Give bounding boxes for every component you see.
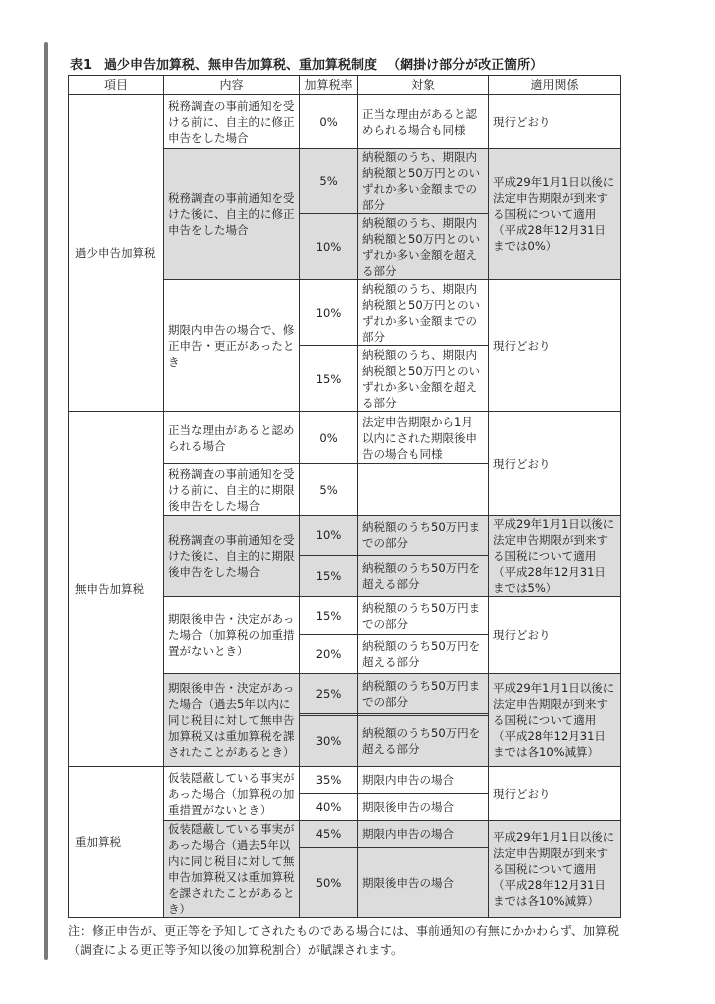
- application-cell: 平成29年1月1日以後に法定申告期限が到来する国税について適用（平成28年12月31日までは各10%減算）: [489, 674, 621, 767]
- item-mushinkoku: 無申告加算税: [69, 412, 164, 767]
- target-cell: 納税額のうち、期限内納税額と50万円とのいずれか多い金額を超える部分: [358, 346, 489, 412]
- rate-cell: 50%: [300, 848, 358, 918]
- target-cell: 納税額のうち50万円を超える部分: [358, 635, 489, 674]
- rate-cell: 40%: [300, 794, 358, 821]
- table-row: [69, 412, 621, 464]
- target-cell: 納税額のうち、期限内納税額と50万円とのいずれか多い金額までの部分: [358, 280, 489, 346]
- item-kasho: 過少申告加算税: [69, 95, 164, 412]
- target-cell: 納税額のうち50万円を超える部分: [358, 716, 489, 767]
- application-cell: 平成29年1月1日以後に法定申告期限が到来する国税について適用（平成28年12月31日までは5%）: [489, 516, 621, 597]
- content-cell: 仮装隠蔽している事実があった場合（過去5年以内に同じ税目に対して無申告加算税又は重加算税を課されたことがあるとき）: [164, 821, 300, 918]
- rate-cell: 25%: [300, 674, 358, 714]
- header-rate: 加算税率: [300, 76, 358, 95]
- target-cell: 納税額のうち50万円を超える部分: [358, 555, 489, 596]
- rate-cell: 0%: [300, 95, 358, 149]
- target-cell: 納税額のうち50万円までの部分: [358, 516, 489, 556]
- rate-cell: 0%: [300, 412, 358, 464]
- table-row: [69, 767, 621, 794]
- rate-cell: 10%: [300, 214, 358, 280]
- header-row: [69, 76, 621, 95]
- application-cell: 現行どおり: [489, 597, 621, 674]
- rate-cell: 10%: [300, 516, 358, 556]
- table-title: [70, 54, 543, 73]
- target-cell: 法定申告期限から1月以内にされた期限後申告の場合も同様: [358, 412, 489, 464]
- item-ju: 重加算税: [69, 767, 164, 918]
- target-cell: 納税額のうち50万円までの部分: [358, 597, 489, 635]
- header-target: 対象: [358, 76, 489, 95]
- target-cell: 期限後申告の場合: [358, 794, 489, 821]
- header-item: 項目: [69, 76, 164, 95]
- rate-cell: 45%: [300, 821, 358, 848]
- rate-cell: 5%: [300, 464, 358, 516]
- binder-margin-line: [44, 42, 48, 960]
- rate-cell: 15%: [300, 555, 358, 596]
- application-cell: 平成29年1月1日以後に法定申告期限が到来する国税について適用（平成28年12月31日までは各10%減算）: [489, 821, 621, 918]
- target-cell: 期限後申告の場合: [358, 848, 489, 918]
- content-cell: 税務調査の事前通知を受ける前に、自主的に期限後申告をした場合: [164, 464, 300, 516]
- application-cell: 平成29年1月1日以後に法定申告期限が到来する国税について適用（平成28年12月31日までは0%）: [489, 149, 621, 280]
- table-title-note: （網掛け部分が改正箇所）: [387, 58, 544, 73]
- content-cell: 税務調査の事前通知を受ける前に、自主的に修正申告をした場合: [164, 95, 300, 149]
- application-cell: 現行どおり: [489, 95, 621, 149]
- target-cell: 納税額のうち50万円までの部分: [358, 674, 489, 714]
- rate-cell: 5%: [300, 149, 358, 214]
- table-row: [69, 95, 621, 149]
- rate-cell: 30%: [300, 716, 358, 767]
- target-cell: 納税額のうち、期限内納税額と50万円とのいずれか多い金額を超える部分: [358, 214, 489, 280]
- content-cell: 税務調査の事前通知を受けた後に、自主的に期限後申告をした場合: [164, 516, 300, 597]
- rate-cell: 20%: [300, 635, 358, 674]
- target-cell-empty: [358, 464, 489, 516]
- target-cell: 納税額のうち、期限内納税額と50万円とのいずれか多い金額までの部分: [358, 149, 489, 214]
- rate-cell: 15%: [300, 346, 358, 412]
- footnote: 注：修正申告が、更正等を予知してされたものである場合には、事前通知の有無にかかわらず、加算税（調査による更正等予知以後の加算税割合）が賦課されます。: [68, 924, 620, 957]
- target-cell: 正当な理由があると認められる場合も同様: [358, 95, 489, 149]
- application-cell: 現行どおり: [489, 280, 621, 412]
- content-cell: 期限内申告の場合で、修正申告・更正があったとき: [164, 280, 300, 412]
- content-cell: 仮装隠蔽している事実があった場合（加算税の加重措置がないとき）: [164, 767, 300, 821]
- content-cell: 税務調査の事前通知を受けた後に、自主的に修正申告をした場合: [164, 149, 300, 280]
- rate-cell: 15%: [300, 597, 358, 635]
- target-cell: 期限内申告の場合: [358, 767, 489, 794]
- rate-cell: 10%: [300, 280, 358, 346]
- content-cell: 正当な理由があると認められる場合: [164, 412, 300, 464]
- table-title-text: 過少申告加算税、無申告加算税、重加算税制度: [104, 58, 378, 73]
- content-cell: 期限後申告・決定があった場合（加算税の加重措置がないとき）: [164, 597, 300, 674]
- rate-cell: 35%: [300, 767, 358, 794]
- header-content: 内容: [164, 76, 300, 95]
- penalty-tax-table: [68, 75, 621, 918]
- target-cell: 期限内申告の場合: [358, 821, 489, 848]
- application-cell: 現行どおり: [489, 412, 621, 516]
- header-application: 適用関係: [489, 76, 621, 95]
- table-number: 表1: [70, 58, 93, 73]
- application-cell: 現行どおり: [489, 767, 621, 821]
- content-cell: 期限後申告・決定があった場合（過去5年以内に同じ税目に対して無申告加算税又は重加算税を課されたことがあるとき）: [164, 674, 300, 767]
